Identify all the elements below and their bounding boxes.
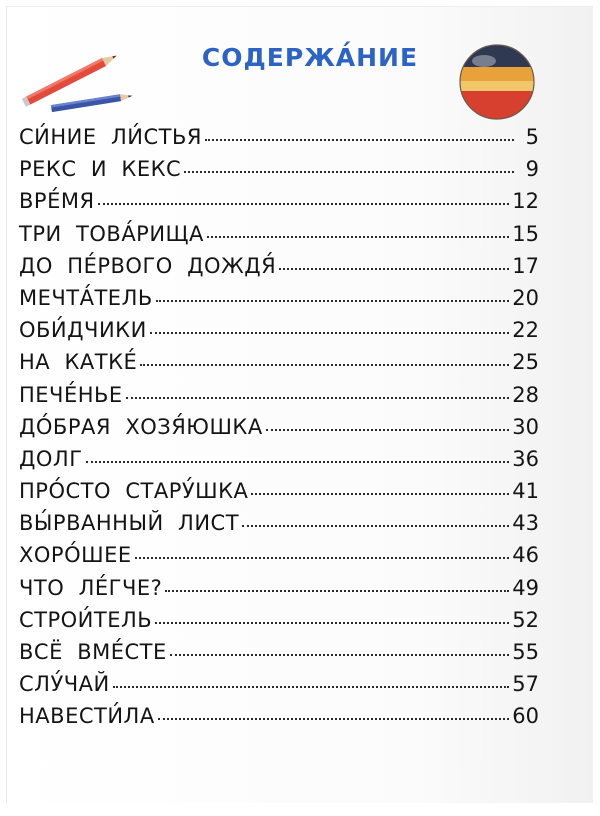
- book-page: [6, 6, 593, 803]
- toc-entry[interactable]: [19, 125, 539, 157]
- toc-entry[interactable]: [19, 383, 539, 415]
- dot-leader: [251, 493, 509, 495]
- toc-entry-title: ТРИ ТОВА́РИЩА: [19, 221, 204, 246]
- toc-entry[interactable]: [19, 157, 539, 189]
- toc-entry-title: ОБИ́ДЧИКИ: [19, 318, 147, 343]
- dot-leader: [126, 397, 510, 399]
- dot-leader: [266, 429, 510, 431]
- toc-entry[interactable]: [19, 286, 539, 318]
- toc-entry-title: ДОЛГ: [19, 446, 83, 471]
- dot-leader: [155, 622, 509, 624]
- dot-leader: [150, 332, 509, 334]
- toc-entry[interactable]: [19, 222, 539, 254]
- toc-entry-title: ЧТО ЛЕ́ГЧЕ?: [19, 575, 163, 600]
- toc-entry[interactable]: [19, 640, 539, 672]
- toc-entry-page: 20: [512, 285, 539, 310]
- toc-entry-page: 28: [512, 382, 539, 407]
- toc-entry-title: ВЫ́РВАННЫЙ ЛИСТ: [19, 511, 240, 536]
- toc-entry-page: 25: [512, 350, 539, 375]
- toc-entry-title: НАВЕСТИ́ЛА: [19, 704, 155, 729]
- toc-entry[interactable]: [19, 608, 539, 640]
- toc-entry[interactable]: [19, 576, 539, 608]
- toc-entry-title: ДО ПЕ́РВОГО ДОЖДЯ́: [19, 253, 277, 278]
- dot-leader: [207, 236, 509, 238]
- toc-entry-page: 43: [512, 511, 539, 536]
- toc-entry-page: 5: [525, 125, 539, 149]
- table-of-contents: [19, 125, 539, 737]
- dot-leader: [279, 268, 509, 270]
- page-title: СОДЕРЖА́НИЕ: [201, 43, 419, 72]
- toc-entry-title: НА КАТКЕ́: [19, 350, 138, 375]
- toc-entry-title: ДО́БРАЯ ХОЗЯ́ЮШКА: [19, 414, 263, 439]
- dot-leader: [165, 590, 509, 592]
- toc-entry-page: 36: [512, 446, 539, 471]
- dot-leader: [140, 364, 509, 366]
- toc-entry[interactable]: [19, 511, 539, 543]
- toc-entry-page: 12: [512, 189, 539, 214]
- toc-entry[interactable]: [19, 672, 539, 704]
- toc-entry-page: 22: [512, 318, 539, 343]
- toc-entry[interactable]: [19, 415, 539, 447]
- dot-leader: [170, 654, 510, 656]
- toc-entry-page: 30: [512, 414, 539, 439]
- toy-ball-icon: [452, 37, 542, 127]
- toc-entry-page: 57: [512, 672, 539, 697]
- dot-leader: [86, 461, 510, 463]
- toc-entry-page: 46: [512, 543, 539, 568]
- toc-entry-page: 15: [512, 221, 539, 246]
- toc-entry-title: СИ́НИЕ ЛИ́СТЬЯ: [19, 125, 202, 149]
- toc-entry-title: ВСЁ ВМЕ́СТЕ: [19, 640, 167, 664]
- dot-leader: [158, 718, 510, 720]
- dot-leader: [135, 557, 510, 559]
- toc-entry-page: 41: [512, 479, 539, 504]
- toc-entry-page: 55: [512, 640, 539, 664]
- toc-entry-page: 9: [525, 157, 539, 182]
- toc-entry-title: ПРО́СТО СТАРУ́ШКА: [19, 479, 249, 504]
- toc-entry[interactable]: [19, 479, 539, 511]
- toc-entry[interactable]: [19, 254, 539, 286]
- toc-entry[interactable]: [19, 447, 539, 479]
- dot-leader: [242, 525, 509, 527]
- toc-entry-page: 60: [512, 704, 539, 729]
- toc-entry-title: СЛУ́ЧАЙ: [19, 672, 110, 697]
- toc-entry[interactable]: [19, 350, 539, 382]
- toc-entry[interactable]: [19, 318, 539, 350]
- dot-leader: [156, 300, 509, 302]
- toc-entry[interactable]: [19, 704, 539, 736]
- dot-leader: [184, 171, 514, 173]
- toc-entry-title: ВРЕ́МЯ: [19, 189, 95, 214]
- toc-entry-title: ПЕЧЕ́НЬЕ: [19, 382, 123, 407]
- toc-entry-title: ХОРО́ШЕЕ: [19, 543, 132, 568]
- dot-leader: [113, 686, 510, 688]
- toc-entry[interactable]: [19, 189, 539, 221]
- toc-entry-title: РЕКС И КЕКС: [19, 157, 182, 182]
- toc-entry-page: 49: [512, 575, 539, 600]
- toc-entry-page: 17: [512, 253, 539, 278]
- dot-leader: [205, 139, 514, 141]
- toc-entry-page: 52: [512, 607, 539, 632]
- toc-entry[interactable]: [19, 543, 539, 575]
- toc-entry-title: СТРОИ́ТЕЛЬ: [19, 607, 153, 632]
- toc-entry-title: МЕЧТА́ТЕЛЬ: [19, 285, 153, 310]
- dot-leader: [98, 203, 510, 205]
